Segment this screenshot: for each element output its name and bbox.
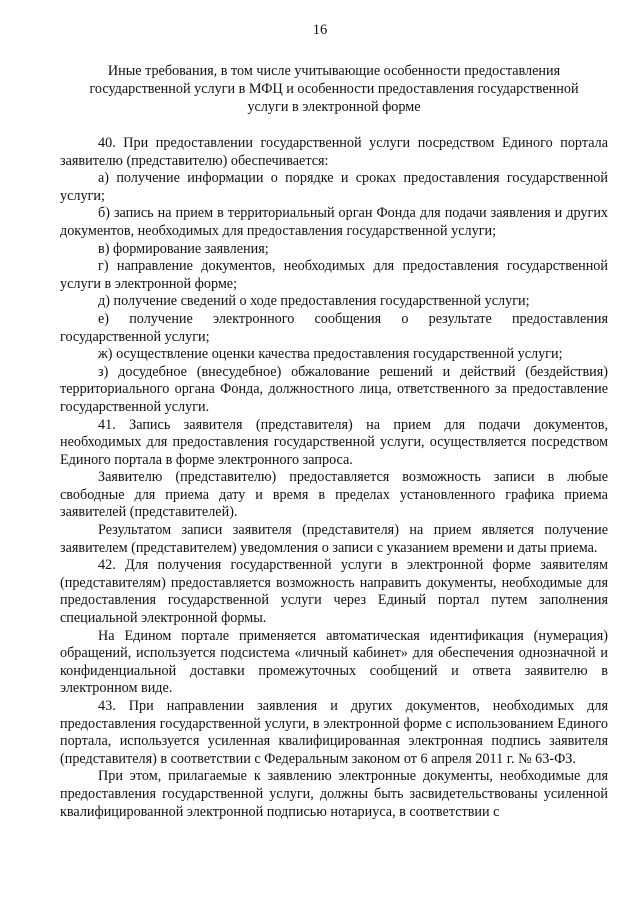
paragraph-43: 43. При направлении заявления и других документов, необходимых для предоставления государственной услуги, в электронной форме с использованием Единого портала, используется усиленная квалифицированная электронная подпись заявителя (представителя) в соответствии с Федеральным законом от 6 апреля 2011 г. № 63-ФЗ. <box>60 698 608 767</box>
paragraph-40: 40. При предоставлении государственной услуги посредством Единого портала заявителю (представителю) обеспечивается: <box>60 135 608 169</box>
paragraph-42: 42. Для получения государственной услуги в электронной форме заявителям (представителям) предоставляется возможность направить документы, необходимые для предоставления государственной услуги через Единый портал путем заполнения специальной электронной формы. <box>60 557 608 627</box>
list-item-z: з) досудебное (внесудебное) обжалование решений и действий (бездействия) территориального органа Фонда, должностного лица, ответственного за предоставление государственной услуги. <box>60 363 608 415</box>
paragraph-41-booking: Заявителю (представителю) предоставляется возможность записи в любые свободные для приема дату и время в пределах установленного графика приема заявителей (представителей). <box>60 469 608 521</box>
paragraph-41: 41. Запись заявителя (представителя) на прием для подачи документов, необходимых для предоставления государственной услуги, осуществляется посредством Единого портала в форме электронного запроса. <box>60 416 608 468</box>
paragraph-43-attachments: При этом, прилагаемые к заявлению электронные документы, необходимые для предоставления государственной услуги, должны быть засвидетельствованы усиленной квалифицированной электронной подписью нотариуса, в соответствии с <box>60 768 608 820</box>
list-item-a: а) получение информации о порядке и сроках предоставления государственной услуги; <box>60 170 608 204</box>
page-number: 16 <box>312 22 328 38</box>
section-heading-line: государственной услуги в МФЦ и особенности предоставления государственной <box>89 81 579 97</box>
list-item-d: д) получение сведений о ходе предоставления государственной услуги; <box>98 293 530 310</box>
section-heading <box>60 62 608 116</box>
document-body <box>60 135 608 821</box>
section-heading-line: услуги в электронной форме <box>247 99 421 115</box>
list-item-zh: ж) осуществление оценки качества предоставления государственной услуги; <box>98 346 563 363</box>
section-heading-line: Иные требования, в том числе учитывающие особенности предоставления <box>107 63 561 79</box>
paragraph-42-portal: На Едином портале применяется автоматическая идентификация (нумерация) обращений, используется подсистема «личный кабинет» для обеспечения однозначной и конфиденциальной доставки промежуточных сообщений и ответа заявителю в электронном виде. <box>60 627 608 697</box>
list-item-g: г) направление документов, необходимых для предоставления государственной услуги в электронной форме; <box>60 258 608 292</box>
list-item-v: в) формирование заявления; <box>98 240 269 257</box>
list-item-e: е) получение электронного сообщения о результате предоставления государственной услуги; <box>60 310 608 345</box>
list-item-b: б) запись на прием в территориальный орган Фонда для подачи заявления и других документов, необходимых для предоставления государственной услуги; <box>60 205 608 239</box>
paragraph-41-result: Результатом записи заявителя (представителя) на прием является получение заявителем (представителем) уведомления о записи с указанием времени и даты приема. <box>60 522 608 556</box>
